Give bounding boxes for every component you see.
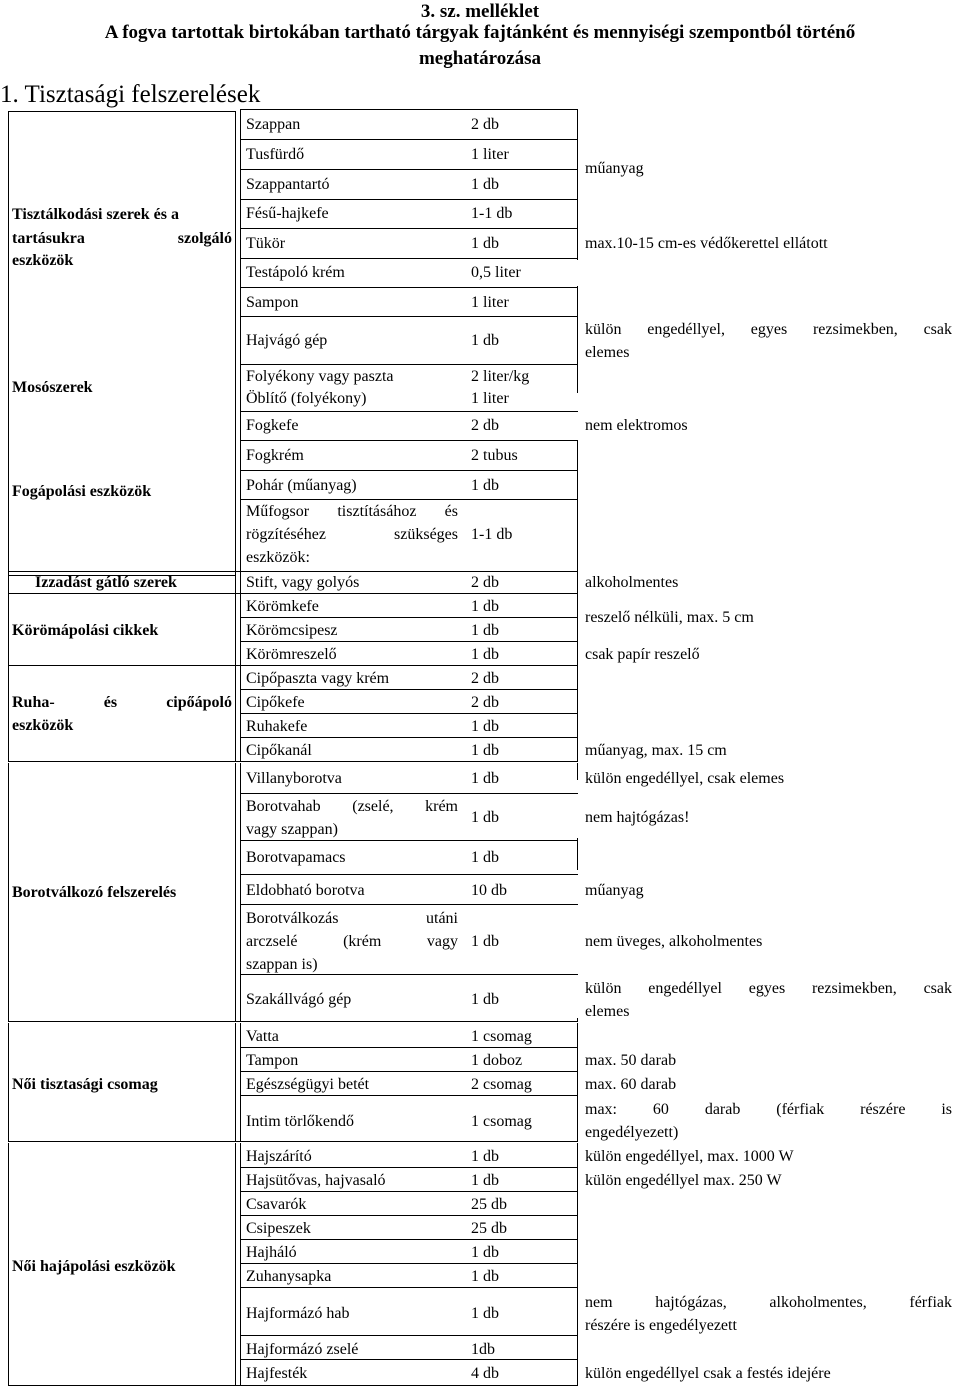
qty-koromkefe: 1 db [471,598,499,615]
qty-szappan: 2 db [471,116,499,133]
item-arcszele-line3: szappan is) [246,956,318,973]
item-folyekony: Folyékony vagy paszta [246,368,394,385]
category-korom: Körömápolási cikkek [12,622,159,639]
document-title: A fogva tartottak birtokában tartható tárgyak fajtánként és mennyiségi szempontból történő [104,22,856,43]
note-intim: max: 60 darab (férfiak részére is [585,1101,952,1118]
qty-borotvapamacs: 1 db [471,849,499,866]
qty-zuhanysapka: 1 db [471,1268,499,1285]
note-koromreszelo: csak papír reszelő [585,646,700,663]
note-fogkefe: nem elektromos [585,417,688,434]
document-title-continued: meghatározása [418,48,542,69]
note-intim-line2: engedélyezett) [585,1124,679,1141]
category-borotva: Borotválkozó felszerelés [12,884,177,901]
item-hajsutovas: Hajsütővas, hajvasaló [246,1172,386,1189]
note-hajsutovas: külön engedéllyel max. 250 W [585,1172,782,1189]
item-sampon: Sampon [246,294,299,311]
item-arcszele-line2: arczselé (krém vagy [246,933,458,950]
note-hajformazo-hab-line2: részére is engedélyezett [585,1317,737,1334]
category-tisztalkodasi-line2: tartásukra szolgáló [12,230,232,247]
item-csipeszek: Csipeszek [246,1220,311,1237]
qty-koromreszelo: 1 db [471,646,499,663]
category-ruha-line2: eszközök [12,717,74,734]
note-stift: alkoholmentes [585,574,679,591]
category-noi-csomag: Női tisztasági csomag [12,1076,158,1093]
qty-csipeszek: 25 db [471,1220,507,1237]
item-hajformazo-hab: Hajformázó hab [246,1305,350,1322]
qty-hajformazo-zsele: 1db [471,1341,495,1358]
section-title: 1. Tisztasági felszerelések [0,81,261,108]
note-szakallvago: külön engedéllyel egyes rezsimekben, csak [585,980,952,997]
qty-hajformazo-hab: 1 db [471,1305,499,1322]
qty-vatta: 1 csomag [471,1028,532,1045]
qty-hajsutovas: 1 db [471,1172,499,1189]
item-betet: Egészségügyi betét [246,1076,370,1093]
category-izzadast: Izzadást gátló szerek [35,574,177,591]
qty-oblito: 1 liter [471,390,509,407]
category-ruha: Ruha- és cipőápoló [12,694,232,711]
qty-hajfestek: 4 db [471,1365,499,1382]
item-mufogsor-line2: rögzítéséhez szükséges [246,526,458,543]
item-villanyborotva: Villanyborotva [246,770,342,787]
note-muanyag: műanyag [585,160,644,177]
qty-intim: 1 csomag [471,1113,532,1130]
qty-csavarok: 25 db [471,1196,507,1213]
qty-hajhalo: 1 db [471,1244,499,1261]
qty-szakallvago: 1 db [471,991,499,1008]
item-szappan: Szappan [246,116,301,133]
item-borotvahab: Borotvahab (zselé, krém [246,798,458,815]
item-testapolo: Testápoló krém [246,264,345,281]
item-pohar: Pohár (műanyag) [246,477,357,494]
note-tukor: max.10-15 cm-es védőkerettel ellátott [585,235,828,252]
item-hajfestek: Hajfesték [246,1365,308,1382]
qty-folyekony: 2 liter/kg [471,368,530,385]
qty-sampon: 1 liter [471,294,509,311]
qty-tukor: 1 db [471,235,499,252]
qty-betet: 2 csomag [471,1076,532,1093]
item-hajvago: Hajvágó gép [246,332,328,349]
qty-mufogsor: 1-1 db [471,526,513,543]
item-tukor: Tükör [246,235,286,252]
note-eldobhato: műanyag [585,882,644,899]
item-fogkrem: Fogkrém [246,447,304,464]
item-szappantarto: Szappantartó [246,176,330,193]
qty-arcszele: 1 db [471,933,499,950]
qty-koromcsipesz: 1 db [471,622,499,639]
qty-eldobhato: 10 db [471,882,507,899]
item-fogkefe: Fogkefe [246,417,299,434]
item-mufogsor-line3: eszközök: [246,549,310,566]
category-noi-haj: Női hajápolási eszközök [12,1258,176,1275]
qty-pohar: 1 db [471,477,499,494]
note-szakallvago-line2: elemes [585,1003,630,1020]
item-hajformazo-zsele: Hajformázó zselé [246,1341,359,1358]
note-cipokanal: műanyag, max. 15 cm [585,742,727,759]
item-arcszele: Borotválkozás utáni [246,910,458,927]
item-tusfurdo: Tusfürdő [246,146,305,163]
note-hajfestek: külön engedéllyel csak a festés idejére [585,1365,831,1382]
item-hajszarito: Hajszárító [246,1148,312,1165]
item-mufogsor: Műfogsor tisztításához és [246,503,458,520]
qty-tusfurdo: 1 liter [471,146,509,163]
qty-fesu: 1-1 db [471,205,513,222]
qty-ruhakefe: 1 db [471,718,499,735]
item-fesu: Fésű-hajkefe [246,205,329,222]
note-korom: reszelő nélküli, max. 5 cm [585,609,754,626]
note-tampon: max. 50 darab [585,1052,677,1069]
annex-number: 3. sz. melléklet [420,1,540,22]
item-koromreszelo: Körömreszelő [246,646,337,663]
qty-testapolo: 0,5 liter [471,264,521,281]
category-tisztalkodasi: Tisztálkodási szerek és a [12,206,179,223]
category-mososzerek: Mosószerek [12,379,93,396]
qty-szappantarto: 1 db [471,176,499,193]
qty-borotvahab: 1 db [471,809,499,826]
item-szakallvago: Szakállvágó gép [246,991,352,1008]
qty-villanyborotva: 1 db [471,770,499,787]
qty-fogkefe: 2 db [471,417,499,434]
item-eldobhato: Eldobható borotva [246,882,365,899]
item-cipokefe: Cipőkefe [246,694,305,711]
item-koromcsipesz: Körömcsipesz [246,622,338,639]
category-tisztalkodasi-line3: eszközök [12,252,74,269]
item-intim: Intim törlőkendő [246,1113,354,1130]
qty-stift: 2 db [471,574,499,591]
category-fogapolasi: Fogápolási eszközök [12,483,152,500]
item-ruhakefe: Ruhakefe [246,718,308,735]
item-tampon: Tampon [246,1052,299,1069]
item-koromkefe: Körömkefe [246,598,319,615]
qty-hajszarito: 1 db [471,1148,499,1165]
note-borotvahab: nem hajtógázas! [585,809,690,826]
item-hajhalo: Hajháló [246,1244,297,1261]
item-cipopaszta: Cipőpaszta vagy krém [246,670,390,687]
item-cipokanal: Cipőkanál [246,742,312,759]
item-oblito: Öblítő (folyékony) [246,390,367,407]
item-borotvahab-line2: vagy szappan) [246,821,338,838]
qty-fogkrem: 2 tubus [471,447,518,464]
item-borotvapamacs: Borotvapamacs [246,849,346,866]
qty-cipokanal: 1 db [471,742,499,759]
qty-tampon: 1 doboz [471,1052,523,1069]
qty-cipopaszta: 2 db [471,670,499,687]
note-arcszele: nem üveges, alkoholmentes [585,933,763,950]
item-zuhanysapka: Zuhanysapka [246,1268,332,1285]
note-villanyborotva: külön engedéllyel, csak elemes [585,770,785,787]
qty-hajvago: 1 db [471,332,499,349]
note-hajformazo-hab: nem hajtógázas, alkoholmentes, férfiak [585,1294,952,1311]
qty-cipokefe: 2 db [471,694,499,711]
item-stift: Stift, vagy golyós [246,574,360,591]
note-hajvago-line2: elemes [585,344,630,361]
item-vatta: Vatta [246,1028,279,1045]
item-csavarok: Csavarók [246,1196,307,1213]
note-hajvago: külön engedéllyel, egyes rezsimekben, csak [585,321,952,338]
note-hajszarito: külön engedéllyel, max. 1000 W [585,1148,794,1165]
note-betet: max. 60 darab [585,1076,677,1093]
